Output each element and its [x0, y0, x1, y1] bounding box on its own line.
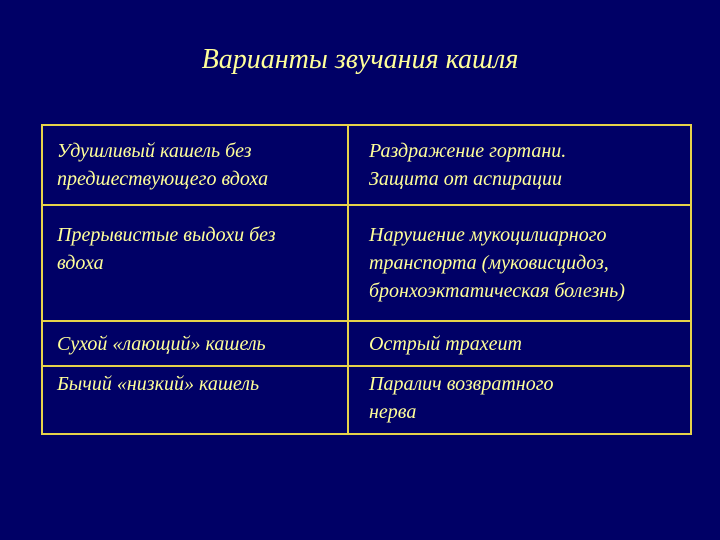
cough-type-cell — [42, 125, 348, 205]
cell-line: Нарушение мукоцилиарного — [369, 224, 607, 246]
cell-line: Удушливый кашель без — [57, 140, 252, 162]
cause-cell — [348, 125, 691, 205]
cell-line: Прерывистые выдохи без — [57, 224, 276, 246]
table-row — [42, 321, 691, 366]
cause-cell — [348, 366, 691, 434]
cough-type-cell — [42, 366, 348, 434]
slide-title: Варианты звучания кашля — [201, 44, 519, 75]
table-row — [42, 125, 691, 205]
cell-line: предшествующего вдоха — [57, 168, 269, 190]
cell-line: вдоха — [57, 252, 104, 274]
cough-table — [41, 124, 692, 435]
cough-type-cell — [42, 321, 348, 366]
cell-line: Острый трахеит — [369, 333, 522, 355]
cell-line: Раздражение гортани. — [369, 140, 567, 162]
cell-line: Бычий «низкий» кашель — [57, 373, 260, 395]
table-row — [42, 366, 691, 434]
cell-line: Сухой «лающий» кашель — [57, 333, 266, 355]
table-row — [42, 205, 691, 321]
cause-cell — [348, 321, 691, 366]
cell-line: нерва — [369, 401, 417, 423]
cell-line: Защита от аспирации — [369, 168, 563, 190]
cough-type-cell — [42, 205, 348, 321]
cause-cell — [348, 205, 691, 321]
cell-line: транспорта (муковисцидоз, — [369, 252, 609, 274]
cell-line: Паралич возвратного — [369, 373, 554, 395]
cell-line: бронхоэктатическая болезнь) — [369, 280, 625, 302]
